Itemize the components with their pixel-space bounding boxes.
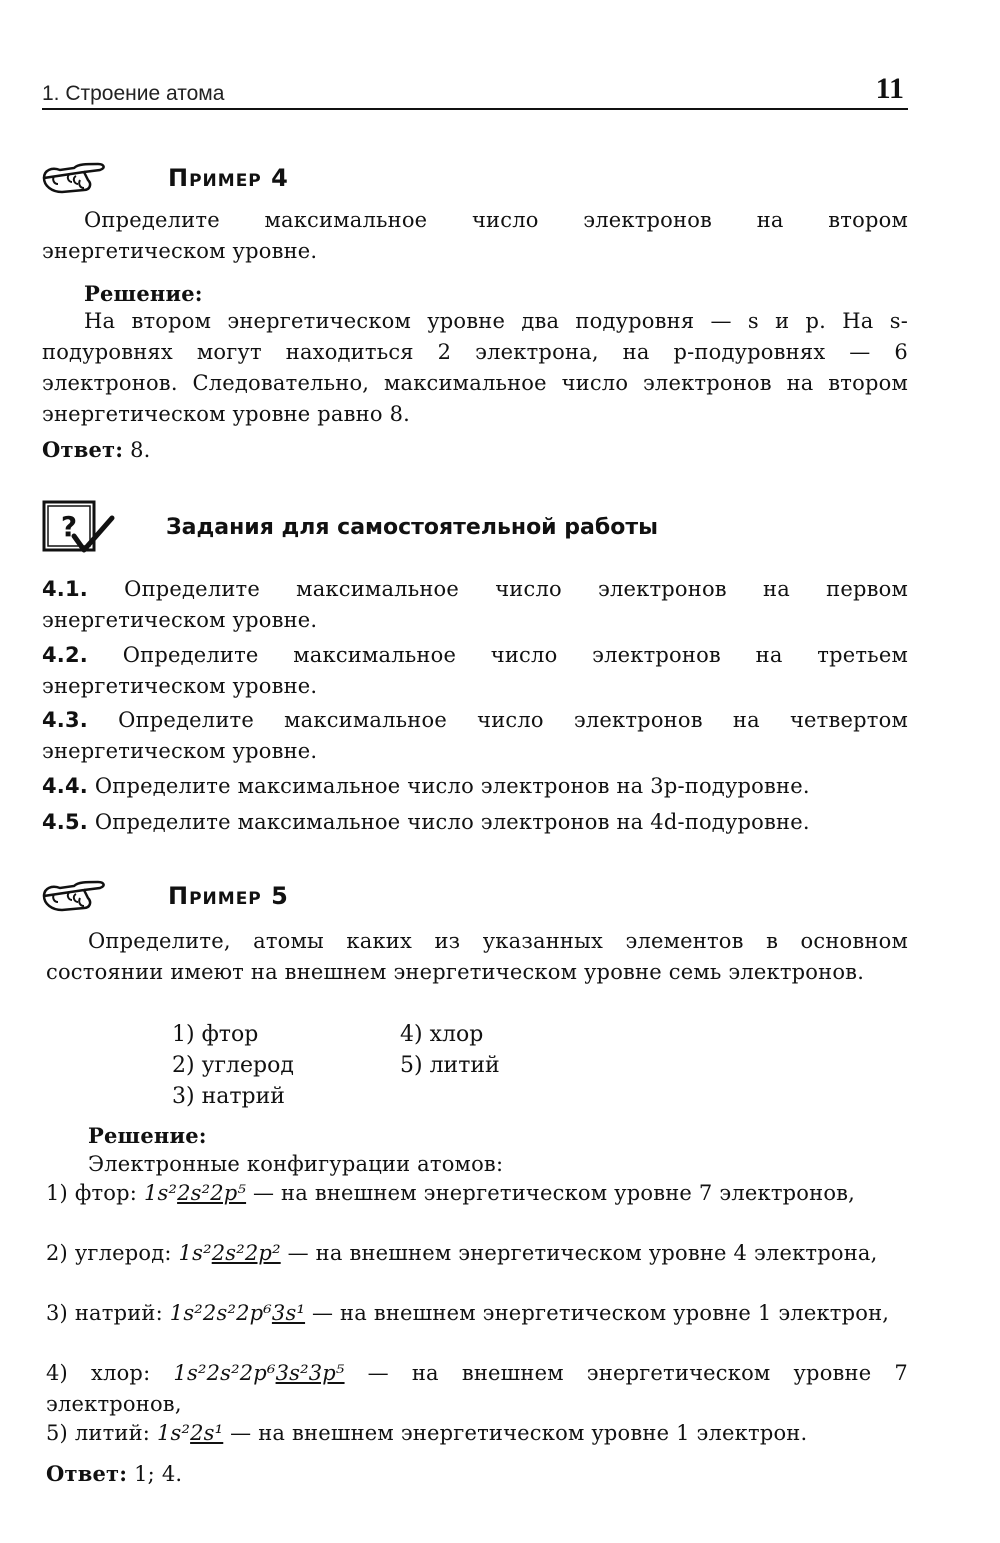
example-4-title: Пример 4: [168, 164, 289, 192]
example-4-solution-text: На втором энергетическом уровне два подуровня — s и p. На s-подуровнях могут находиться 2 электрона, на p-подуровнях — 6 электронов. Следовательно, максимальное число электронов на втором энергетическом уровне равно 8.: [42, 309, 908, 426]
config-description: — на внешнем энергетическом уровне 7 электронов,: [252, 1181, 856, 1205]
config-line: [46, 1238, 908, 1269]
example-5-heading: [40, 876, 289, 916]
task-item: [42, 705, 908, 767]
config-description: — на внешнем энергетическом уровне 7 электронов,: [46, 1361, 908, 1416]
task-item: [42, 771, 908, 802]
task-number: 4.1.: [42, 577, 88, 601]
config-base: 1s²: [178, 1241, 212, 1265]
example-4-solution-label: Решение:: [84, 281, 203, 306]
task-number: 4.4.: [42, 774, 88, 798]
tasks-heading: [40, 498, 658, 556]
tasks-title: Задания для самостоятельной работы: [166, 514, 658, 540]
config-valence: 2s²2p⁵: [177, 1181, 247, 1205]
config-description: — на внешнем энергетическом уровне 1 электрон.: [230, 1421, 808, 1445]
example-5-answer: [46, 1458, 908, 1490]
task-item: [42, 640, 908, 702]
config-base: 1s²2s²2p⁶: [173, 1361, 276, 1385]
config-element: 1) фтор:: [46, 1181, 138, 1205]
option-item: 2) углерод: [172, 1053, 294, 1078]
config-element: 5) литий:: [46, 1421, 151, 1445]
pointing-hand-icon: [40, 158, 110, 198]
answer-label: Ответ:: [46, 1461, 128, 1486]
task-number: 4.5.: [42, 810, 88, 834]
config-base: 1s²: [156, 1421, 191, 1445]
option-item: 5) литий: [400, 1053, 500, 1078]
config-valence: 2s²2p²: [211, 1241, 281, 1265]
running-header: [42, 74, 908, 110]
options-column-1: [172, 1019, 294, 1112]
config-line: [46, 1298, 908, 1329]
config-description: — на внешнем энергетическом уровне 4 электрона,: [287, 1241, 878, 1265]
task-text: Определите максимальное число электронов на 4d-подуровне.: [94, 810, 810, 834]
task-text: Определите максимальное число электронов на первом энергетическом уровне.: [42, 577, 908, 632]
options-column-2: [400, 1019, 500, 1081]
example-4-answer: [42, 434, 908, 466]
example-5-solution-intro: Электронные конфигурации атомов:: [88, 1152, 504, 1176]
config-base: 1s²: [143, 1181, 178, 1205]
option-item: 3) натрий: [172, 1084, 285, 1109]
task-number: 4.2.: [42, 643, 88, 667]
question-check-icon: [40, 498, 116, 556]
config-line: [46, 1418, 908, 1449]
answer-value: 8.: [130, 438, 151, 462]
task-text: Определите максимальное число электронов на третьем энергетическом уровне.: [42, 643, 908, 698]
config-element: 4) хлор:: [46, 1361, 151, 1385]
task-text: Определите максимальное число электронов на четвертом энергетическом уровне.: [42, 708, 908, 763]
pointing-hand-icon: [40, 876, 110, 916]
config-line: [46, 1178, 908, 1209]
config-valence: 3s²3p⁵: [275, 1361, 345, 1385]
config-description: — на внешнем энергетическом уровне 1 электрон,: [311, 1301, 890, 1325]
config-element: 2) углерод:: [46, 1241, 172, 1265]
config-valence: 2s¹: [190, 1421, 224, 1445]
section-title: 1. Строение атома: [42, 82, 225, 105]
svg-text:?: ?: [60, 510, 78, 543]
example-4-heading: [40, 158, 289, 198]
example-4-question: Определите максимальное число электронов на втором энергетическом уровне.: [42, 208, 908, 263]
config-line: [46, 1358, 908, 1420]
config-element: 3) натрий:: [46, 1301, 163, 1325]
config-valence: 3s¹: [271, 1301, 306, 1325]
config-base: 1s²2s²2p⁶: [169, 1301, 272, 1325]
example-5-title: Пример 5: [168, 882, 289, 910]
example-5-question: Определите, атомы каких из указанных элементов в основном состоянии имеют на внешнем энергетическом уровне семь электронов.: [46, 929, 908, 984]
task-item: [42, 807, 908, 838]
task-item: [42, 574, 908, 636]
answer-label: Ответ:: [42, 437, 124, 462]
task-text: Определите максимальное число электронов на 3p-подуровне.: [94, 774, 810, 798]
answer-value: 1; 4.: [134, 1462, 183, 1486]
task-number: 4.3.: [42, 708, 88, 732]
page-number: 11: [875, 72, 904, 105]
option-item: 4) хлор: [400, 1022, 484, 1047]
example-5-solution-label: Решение:: [88, 1123, 207, 1148]
option-item: 1) фтор: [172, 1022, 259, 1047]
